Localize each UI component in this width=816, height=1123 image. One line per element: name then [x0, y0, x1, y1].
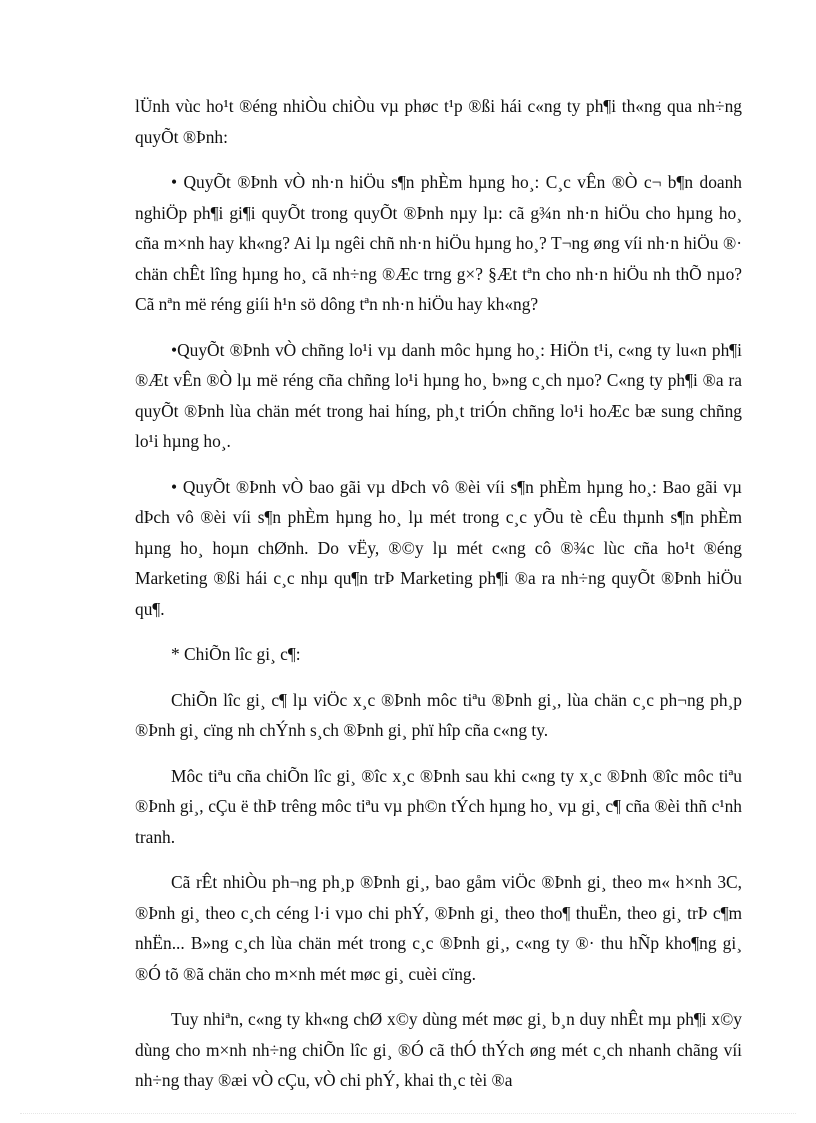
paragraph-packaging-decision: • QuyÕt ®Þnh vÒ bao gãi vµ dÞch vô ®èi víi s¶n phÈm hµng ho¸: Bao gãi vµ dÞch vô ®èi víi s¶n phÈm hµng ho¸ lµ mét trong c¸c yÕu tè cÊu thµnh s¶n phÈm hµng ho¸ hoµn chØnh. Do vËy, ®©y lµ mét c«ng cô ®¾c lùc cña ho¹t ®éng Marketing ®ßi hái c¸c nhµ qu¶n trÞ Marketing ph¶i ®a ra nh÷ng quyÕt ®Þnh hiÖu qu¶.	[135, 476, 742, 619]
paragraph-pricing-methods: Cã rÊt nhiÒu ph¬ng ph¸p ®Þnh gi¸, bao gåm viÖc ®Þnh gi¸ theo m« h×nh 3C, ®Þnh gi¸ theo c¸ch céng l·i vµo chi phÝ, ®Þnh gi¸ theo tho¶ thuËn, theo gi¸ trÞ c¶m nhËn... B»ng c¸ch lùa chän mét trong c¸c ®Þnh gi¸, c«ng ty ®· thu hÑp kho¶ng gi¸ ®Ó tõ ®ã chän cho m×nh mét møc gi¸ cuèi cïng.	[135, 872, 742, 984]
section-heading-pricing-strategy: * ChiÕn lîc gi¸ c¶:	[171, 644, 301, 664]
paragraph-pricing-definition: ChiÕn lîc gi¸ c¶ lµ viÖc x¸c ®Þnh môc tiªu ®Þnh gi¸, lùa chän c¸c ph¬ng ph¸p ®Þnh gi¸ cïng nh chÝnh s¸ch ®Þnh gi¸ phï hîp cña c«ng ty.	[135, 689, 742, 740]
paragraph-pricing-flexibility: Tuy nhiªn, c«ng ty kh«ng chØ x©y dùng mét møc gi¸ b¸n duy nhÊt mµ ph¶i x©y dùng cho m×nh nh÷ng chiÕn lîc gi¸ ®Ó cã thÓ thÝch øng mét c¸ch nhanh chãng víi nh÷ng thay ®æi vÒ cÇu, vÒ chi phÝ, khai th¸c tèi ®a	[135, 1009, 742, 1090]
paragraph-brand-decision: • QuyÕt ®Þnh vÒ nh·n hiÖu s¶n phÈm hµng ho¸: C¸c vÊn ®Ò c¬ b¶n doanh nghiÖp ph¶i gi¶i quyÕt trong quyÕt ®Þnh nµy lµ: cã g¾n nh·n hiÖu cho hµng ho¸ cña m×nh hay kh«ng? Ai lµ ngêi chñ nh·n hiÖu hµng ho¸? T¬ng øng víi nh·n hiÖu ®· chän chÊt lîng hµng ho¸ cã nh÷ng ®Æc trng g×? §Æt tªn cho nh·n hiÖu nh thÕ nµo? Cã nªn më réng giíi h¹n sö dông tªn nh·n hiÖu hay kh«ng?	[135, 172, 742, 314]
paragraph-product-line-decision: •QuyÕt ®Þnh vÒ chñng lo¹i vµ danh môc hµng ho¸: HiÖn t¹i, c«ng ty lu«n ph¶i ®Æt vÊn ®Ò lµ më réng cña chñng lo¹i hµng ho¸ b»ng c¸ch nµo? C«ng ty ph¶i ®a ra quyÕt ®Þnh lùa chän mét trong hai híng, ph¸t triÓn chñng lo¹i hoÆc bæ sung chñng lo¹i hµng ho¸.	[135, 339, 742, 451]
paragraph-pricing-objective: Môc tiªu cña chiÕn lîc gi¸ ®îc x¸c ®Þnh sau khi c«ng ty x¸c ®Þnh ®îc môc tiªu ®Þnh gi¸, cÇu ë thÞ trêng môc tiªu vµ ph©n tÝch hµng ho¸ vµ gi¸ c¶ cña ®èi thñ c¹nh tranh.	[135, 765, 742, 847]
page-bottom-rule	[20, 1113, 796, 1114]
paragraph-intro: lÜnh vùc ho¹t ®éng nhiÒu chiÒu vµ phøc t¹p ®ßi hái c«ng ty ph¶i th«ng qua nh÷ng quyÕt ®Þnh:	[135, 96, 742, 147]
document-body	[135, 91, 742, 1111]
